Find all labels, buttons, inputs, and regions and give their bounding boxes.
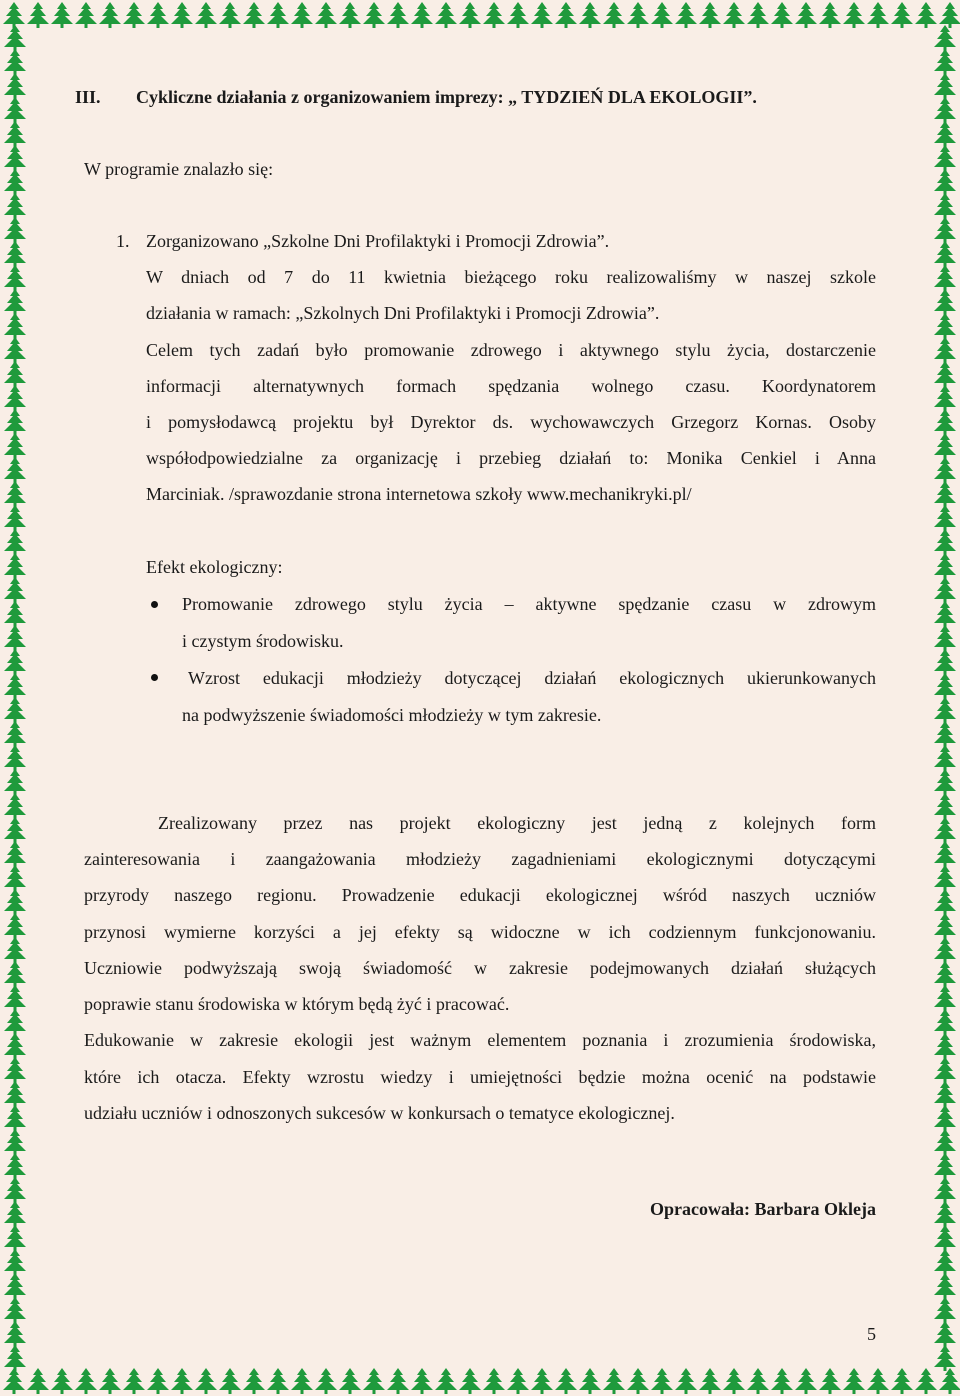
section-title: Cykliczne działania z organizowaniem imprezy: „ TYDZIEŃ DLA EKOLOGII”. bbox=[136, 87, 757, 107]
item1-line-2: działania w ramach: „Szkolnych Dni Profilaktyki i Promocji Zdrowia”. bbox=[146, 303, 660, 323]
summary-line-8: które ich otacza. Efekty wzrostu wiedzy i umiejętności będzie można ocenić na podstawie bbox=[84, 1067, 876, 1087]
summary-line-7: Edukowanie w zakresie ekologii jest ważnym elementem poznania i zrozumienia środowiska, bbox=[84, 1030, 876, 1050]
item1-line-4: informacji alternatywnych formach spędzania wolnego czasu. Koordynatorem bbox=[146, 376, 876, 396]
item1-number: 1. bbox=[116, 231, 130, 251]
summary-line-3: przyrody naszego regionu. Prowadzenie edukacji ekologicznej wśród naszych uczniów bbox=[84, 885, 876, 905]
item1-line-7: Marciniak. /sprawozdanie strona internetowa szkoły www.mechanikryki.pl/ bbox=[146, 484, 692, 504]
item1-title: Zorganizowano „Szkolne Dni Profilaktyki i Promocji Zdrowia”. bbox=[146, 231, 610, 251]
author-signature: Opracowała: Barbara Okleja bbox=[650, 1199, 876, 1219]
summary-line-4: przynosi wymierne korzyści a jej efekty są widoczne w ich codziennym funkcjonowaniu. bbox=[84, 922, 876, 942]
effect-heading: Efekt ekologiczny: bbox=[146, 557, 283, 577]
item1-line-6: współodpowiedzialne za organizację i przebieg działań to: Monika Cenkiel i Anna bbox=[146, 448, 876, 468]
effect-bullet-2-line-2: na podwyższenie świadomości młodzieży w tym zakresie. bbox=[182, 705, 602, 725]
effect-bullet-1-line-1: Promowanie zdrowego stylu życia – aktywne spędzanie czasu w zdrowym bbox=[182, 594, 876, 614]
bullet-icon bbox=[151, 674, 158, 681]
item1-line-1: W dniach od 7 do 11 kwietnia bieżącego roku realizowaliśmy w naszej szkole bbox=[146, 267, 876, 287]
summary-line-6: poprawie stanu środowiska w którym będą żyć i pracować. bbox=[84, 994, 510, 1014]
summary-line-2: zainteresowania i zaangażowania młodzieży zagadnieniami ekologicznymi dotyczącymi bbox=[84, 849, 876, 869]
bullet-icon bbox=[151, 601, 158, 608]
item1-line-5: i pomysłodawcą projektu był Dyrektor ds. wychowawczych Grzegorz Kornas. Osoby bbox=[146, 412, 876, 432]
summary-line-5: Uczniowie podwyższają swoją świadomość w zakresie podejmowanych działań służących bbox=[84, 958, 876, 978]
effect-bullet-1-line-2: i czystym środowisku. bbox=[182, 631, 344, 651]
page-number: 5 bbox=[867, 1324, 876, 1344]
effect-bullet-2-line-1: Wzrost edukacji młodzieży dotyczącej działań ekologicznych ukierunkowanych bbox=[188, 668, 876, 688]
item1-line-3: Celem tych zadań było promowanie zdrowego i aktywnego stylu życia, dostarczenie bbox=[146, 340, 876, 360]
summary-line-1: Zrealizowany przez nas projekt ekologiczny jest jedną z kolejnych form bbox=[158, 813, 876, 833]
summary-line-9: udziału uczniów i odnoszonych sukcesów w konkursach o tematyce ekologicznej. bbox=[84, 1103, 675, 1123]
program-intro: W programie znalazło się: bbox=[84, 159, 274, 179]
section-number: III. bbox=[75, 87, 101, 107]
